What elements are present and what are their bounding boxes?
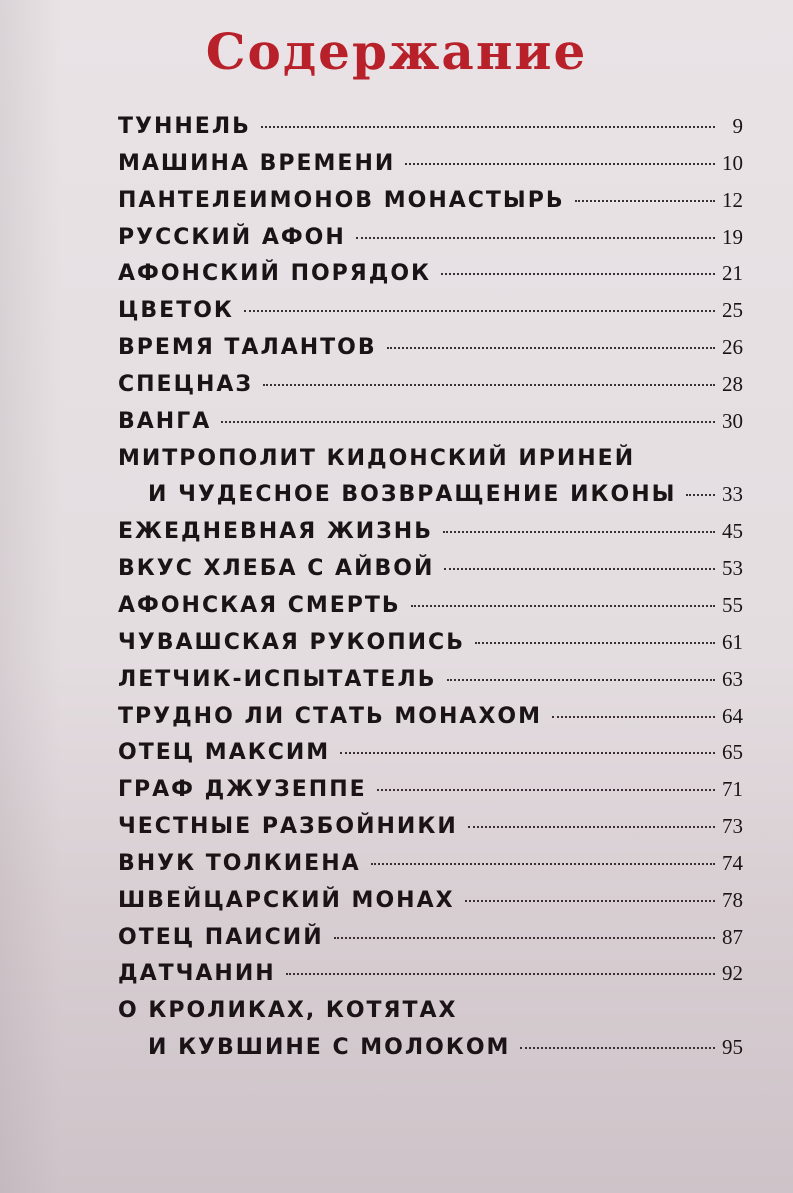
dot-leader <box>465 900 715 902</box>
toc-page-number: 33 <box>722 482 743 507</box>
dot-leader <box>468 826 715 828</box>
toc-page-number: 92 <box>722 961 743 986</box>
toc-page-number: 53 <box>722 556 743 581</box>
toc-page-number: 12 <box>722 187 743 212</box>
dot-leader <box>261 126 715 128</box>
toc-entry <box>118 261 743 298</box>
toc-page-number: 28 <box>722 371 743 396</box>
toc-page-number: 9 <box>732 114 743 138</box>
dot-leader <box>575 200 715 202</box>
toc-entry-title: АФОНСКАЯ СМЕРТЬ <box>118 592 401 618</box>
dot-leader <box>686 494 715 496</box>
toc-entry-title: ВНУК ТОЛКИЕНА <box>118 850 361 876</box>
toc-entry-title: ГРАФ ДЖУЗЕППЕ <box>118 777 367 803</box>
toc-entry <box>118 704 743 741</box>
dot-leader <box>286 973 715 975</box>
dot-leader <box>356 237 715 239</box>
toc-entry-title: ШВЕЙЦАРСКИЙ МОНАХ <box>118 887 455 913</box>
toc-entry <box>118 777 743 814</box>
toc-entry-title: АФОНСКИЙ ПОРЯДОК <box>118 261 432 287</box>
dot-leader <box>377 789 715 791</box>
toc-entry <box>118 740 743 777</box>
toc-entry-title: ЧЕСТНЫЕ РАЗБОЙНИКИ <box>118 814 458 840</box>
toc-entry-title: ОТЕЦ МАКСИМ <box>118 740 331 766</box>
toc-entry-title: МАШИНА ВРЕМЕНИ <box>118 150 396 176</box>
toc-entry-title: ОТЕЦ ПАИСИЙ <box>118 924 324 950</box>
toc-entry-continuation <box>118 482 743 519</box>
toc-entry-title: РУССКИЙ АФОН <box>118 224 346 250</box>
toc-entry-title: ПАНТЕЛЕИМОНОВ МОНАСТЫРЬ <box>118 187 565 213</box>
toc-entry-title: ВРЕМЯ ТАЛАНТОВ <box>118 335 377 361</box>
toc-page-number: 26 <box>722 335 743 360</box>
dot-leader <box>371 863 715 865</box>
toc-entry <box>118 814 743 851</box>
dot-leader <box>405 163 715 165</box>
page-title: Содержание <box>205 22 588 81</box>
toc-entry-title: ЕЖЕДНЕВНАЯ ЖИЗНЬ <box>118 519 433 545</box>
toc-entry <box>118 998 743 1035</box>
toc-entry <box>118 372 743 409</box>
toc-entry-title: ВКУС ХЛЕБА С АЙВОЙ <box>118 556 435 582</box>
toc-page-number: 25 <box>722 298 743 323</box>
dot-leader <box>520 1047 715 1049</box>
dot-leader <box>334 937 715 939</box>
toc-entry <box>118 409 743 446</box>
toc-entry-continuation <box>118 1035 743 1072</box>
page-shading <box>0 0 60 1193</box>
toc-page-number: 45 <box>722 519 743 544</box>
toc-entry-title-line2: И ЧУДЕСНОЕ ВОЗВРАЩЕНИЕ ИКОНЫ <box>148 482 677 508</box>
toc-page-number: 30 <box>722 408 743 433</box>
toc-entry <box>118 446 743 483</box>
toc-page-number: 95 <box>722 1035 743 1060</box>
toc-page-number: 55 <box>722 592 743 617</box>
toc-entry-title: ВАНГА <box>118 408 212 434</box>
toc-page-number: 61 <box>722 629 743 654</box>
toc-page-number: 64 <box>722 703 743 728</box>
toc-page-number: 65 <box>722 740 743 765</box>
toc-page-number: 10 <box>722 150 743 175</box>
toc-entry <box>118 114 743 151</box>
toc-page-number: 71 <box>722 777 743 802</box>
toc-page-number: 74 <box>722 850 743 875</box>
toc-entry <box>118 298 743 335</box>
toc-entry <box>118 630 743 667</box>
toc-entry <box>118 335 743 372</box>
dot-leader <box>387 347 715 349</box>
toc-entry <box>118 888 743 925</box>
toc-entry-title: ЦВЕТОК <box>118 298 234 324</box>
dot-leader <box>340 752 715 754</box>
toc-entry-title: ЛЕТЧИК-ИСПЫТАТЕЛЬ <box>118 666 437 692</box>
toc-page-number: 63 <box>722 666 743 691</box>
toc-entry <box>118 961 743 998</box>
toc-entry-title: ТУННЕЛЬ <box>118 114 251 139</box>
dot-leader <box>263 384 715 386</box>
toc-entry <box>118 225 743 262</box>
dot-leader <box>221 421 715 423</box>
toc-page-number: 73 <box>722 814 743 839</box>
table-of-contents <box>118 114 743 1072</box>
toc-entry <box>118 925 743 962</box>
toc-entry-title: ЧУВАШСКАЯ РУКОПИСЬ <box>118 629 465 655</box>
toc-entry-title-line2: И КУВШИНЕ С МОЛОКОМ <box>148 1035 511 1061</box>
toc-entry-title: О КРОЛИКАХ, КОТЯТАХ <box>118 998 458 1024</box>
toc-entry-title: ДАТЧАНИН <box>118 961 276 987</box>
dot-leader <box>441 273 715 275</box>
dot-leader <box>447 679 716 681</box>
toc-entry <box>118 188 743 225</box>
toc-page-number: 21 <box>722 261 743 286</box>
dot-leader <box>475 642 715 644</box>
toc-entry <box>118 151 743 188</box>
dot-leader <box>443 531 715 533</box>
dot-leader <box>411 605 715 607</box>
dot-leader <box>444 568 715 570</box>
toc-entry-title: СПЕЦНАЗ <box>118 371 254 397</box>
toc-page-number: 87 <box>722 924 743 949</box>
dot-leader <box>552 716 715 718</box>
toc-entry <box>118 556 743 593</box>
toc-page-number: 19 <box>722 224 743 249</box>
dot-leader <box>244 310 715 312</box>
toc-entry <box>118 851 743 888</box>
toc-entry <box>118 593 743 630</box>
toc-entry <box>118 519 743 556</box>
toc-entry <box>118 667 743 704</box>
toc-entry-title: МИТРОПОЛИТ КИДОНСКИЙ ИРИНЕЙ <box>118 445 636 471</box>
toc-page-number: 78 <box>722 887 743 912</box>
toc-entry-title: ТРУДНО ЛИ СТАТЬ МОНАХОМ <box>118 703 543 729</box>
